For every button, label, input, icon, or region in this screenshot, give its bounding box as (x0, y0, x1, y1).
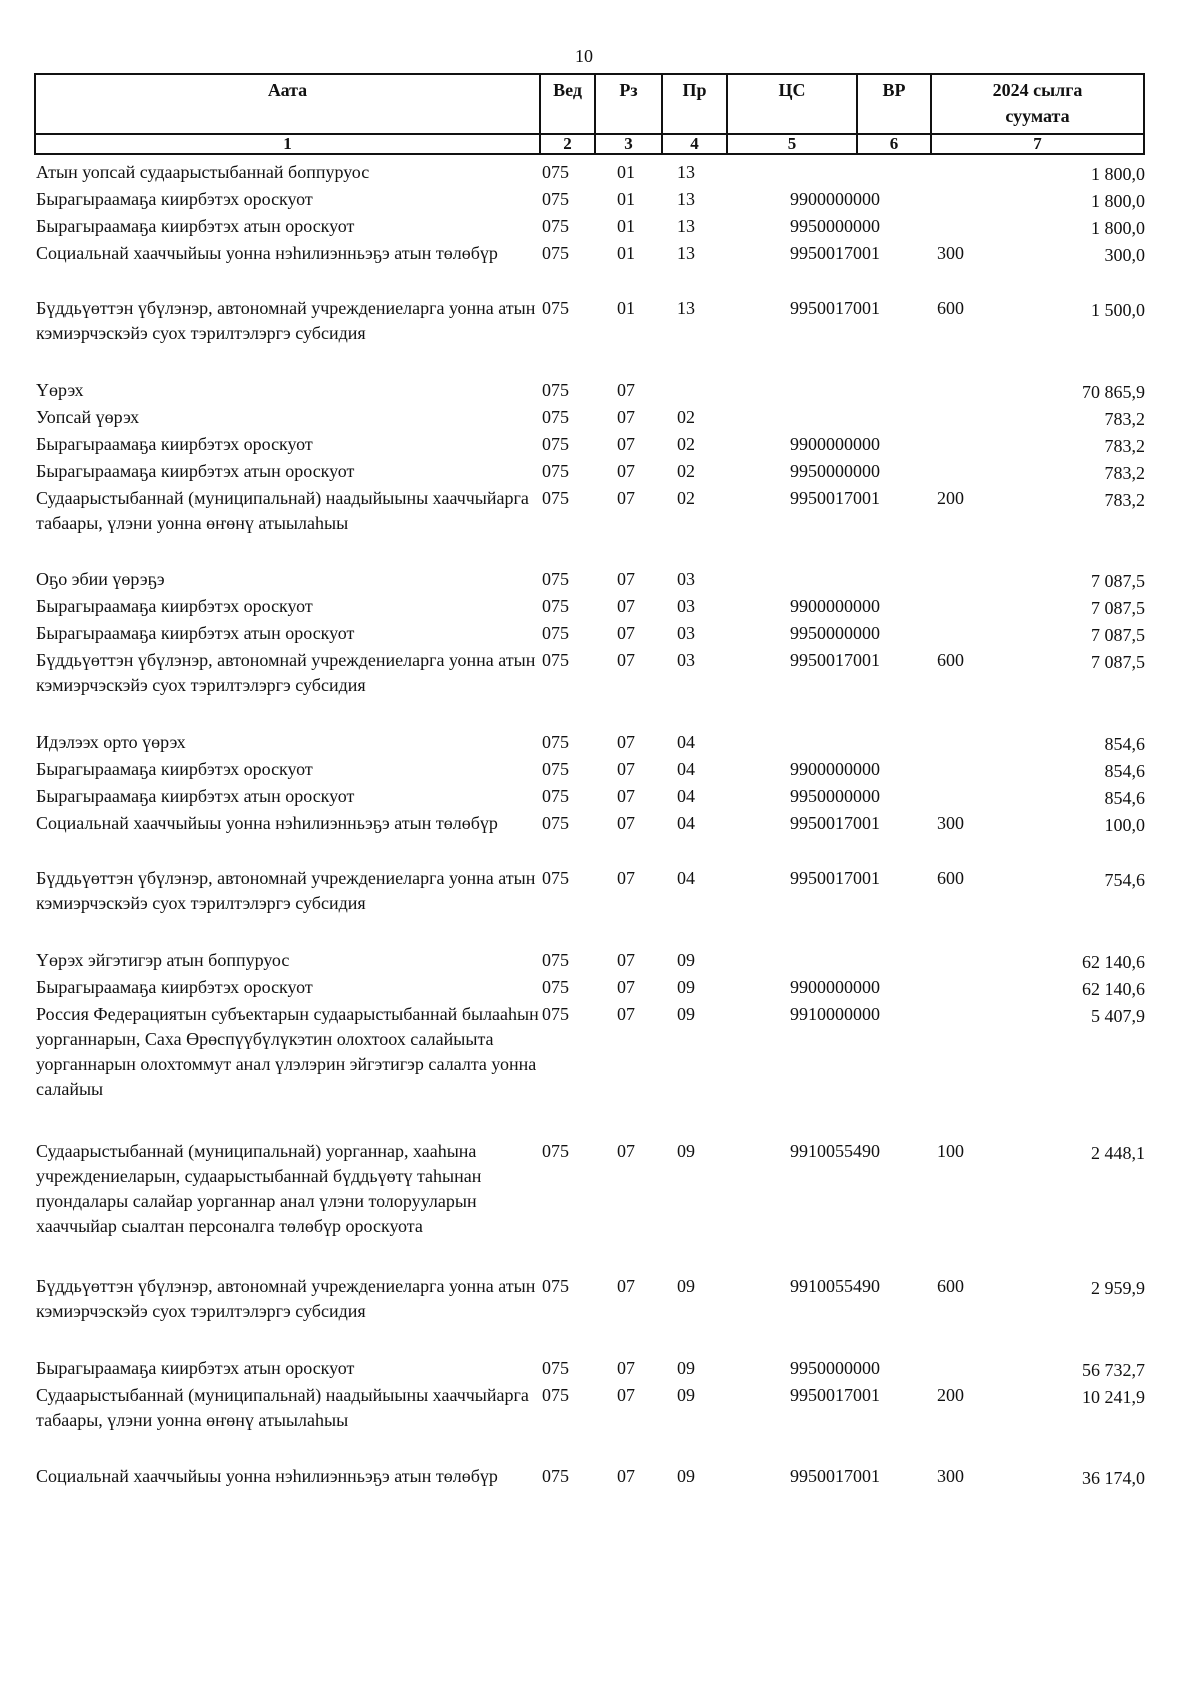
row-ved: 075 (542, 623, 569, 643)
table-header (34, 73, 1145, 155)
table-row (34, 459, 1148, 486)
row-name: Бырагыраамаҕа киирбэтэх ороскуот (36, 434, 313, 454)
row-name: Бырагыраамаҕа киирбэтэх ороскуот (36, 977, 313, 997)
row-ved: 075 (542, 977, 569, 997)
page-number: 10 (575, 46, 593, 66)
row-vr (930, 784, 1010, 811)
row-cs: 9910055490 (790, 1276, 880, 1296)
row-name: Бырагыраамаҕа киирбэтэх ороскуот (36, 759, 313, 779)
row-vr (930, 621, 1010, 648)
row-rz: 01 (617, 298, 635, 318)
row-vr (930, 567, 1010, 594)
row-name: Үөрэх эйгэтигэр атын боппуруос (36, 950, 290, 970)
row-cs: 9950017001 (790, 243, 880, 263)
table-row (34, 1139, 1148, 1239)
row-rz: 07 (617, 732, 635, 752)
table-row (34, 1002, 1148, 1102)
row-sum: 2 959,9 (1091, 1278, 1145, 1298)
row-vr (930, 1356, 1010, 1383)
row-name: Бүддьүөттэн үбүлэнэр, автономнай учреждениеларга уонна атын кэмиэрчэскэйэ суох тэрилтэлэргэ субсидия (36, 1276, 536, 1321)
row-cs: 9900000000 (790, 977, 880, 997)
row-cs: 9950017001 (790, 488, 880, 508)
row-sum: 783,2 (1104, 409, 1145, 429)
row-name: Үөрэх (36, 380, 84, 400)
row-sum: 56 732,7 (1082, 1360, 1145, 1380)
row-cs: 9900000000 (790, 759, 880, 779)
row-cs: 9950000000 (790, 461, 880, 481)
row-ved: 075 (542, 759, 569, 779)
row-name: Уопсай үөрэх (36, 407, 140, 427)
row-rz: 01 (617, 216, 635, 236)
row-pr: 03 (677, 596, 695, 616)
row-vr: 200 (937, 1385, 964, 1405)
header-vr: ВР (857, 74, 931, 134)
row-pr: 09 (677, 1276, 695, 1296)
row-sum: 783,2 (1104, 490, 1145, 510)
row-pr: 09 (677, 1385, 695, 1405)
row-cs: 9900000000 (790, 596, 880, 616)
row-cs: 9950000000 (790, 1358, 880, 1378)
row-vr (930, 378, 1010, 405)
header-rz: Рз (595, 74, 662, 134)
table-row (34, 378, 1148, 405)
row-ved: 075 (542, 868, 569, 888)
row-name: Судаарыстыбаннай (муниципальнай) уорганнар, хааһына учреждениеларын, судаарыстыбаннай бүддьүөтү таһынан пуондалары салайар уорганнар анал үлэни толорууларын хааччыйар сыалтан персоналга төлөбүр ороскуота (36, 1141, 482, 1236)
row-rz: 07 (617, 813, 635, 833)
row-pr: 02 (677, 407, 695, 427)
table-row (34, 1464, 1148, 1491)
row-pr: 04 (677, 759, 695, 779)
row-name: Бырагыраамаҕа киирбэтэх ороскуот (36, 189, 313, 209)
row-sum: 70 865,9 (1082, 382, 1145, 402)
row-sum: 7 087,5 (1091, 571, 1145, 591)
row-pr: 02 (677, 434, 695, 454)
table-row (34, 160, 1148, 187)
row-rz: 07 (617, 569, 635, 589)
row-ved: 075 (542, 569, 569, 589)
row-pr: 09 (677, 1466, 695, 1486)
row-vr (930, 594, 1010, 621)
table-row (34, 1383, 1148, 1433)
row-sum: 2 448,1 (1091, 1143, 1145, 1163)
row-ved: 075 (542, 434, 569, 454)
row-rz: 07 (617, 380, 635, 400)
row-pr: 04 (677, 732, 695, 752)
row-ved: 075 (542, 461, 569, 481)
row-rz: 07 (617, 1385, 635, 1405)
row-vr (930, 948, 1010, 975)
table-row (34, 594, 1148, 621)
header-ved: Вед (540, 74, 595, 134)
row-cs: 9950017001 (790, 298, 880, 318)
table-row (34, 730, 1148, 757)
table-row (34, 187, 1148, 214)
row-pr: 09 (677, 1141, 695, 1161)
column-number: 2 (540, 134, 595, 154)
row-sum: 7 087,5 (1091, 625, 1145, 645)
row-pr: 02 (677, 488, 695, 508)
row-sum: 62 140,6 (1082, 952, 1145, 972)
table-row (34, 621, 1148, 648)
table-row (34, 567, 1148, 594)
table-row (34, 784, 1148, 811)
row-rz: 07 (617, 596, 635, 616)
row-vr (930, 160, 1010, 187)
row-rz: 07 (617, 1276, 635, 1296)
column-number: 4 (662, 134, 727, 154)
row-sum: 7 087,5 (1091, 652, 1145, 672)
row-cs: 9950017001 (790, 1385, 880, 1405)
row-vr: 100 (937, 1141, 964, 1161)
row-pr: 09 (677, 1358, 695, 1378)
row-name: Идэлээх орто үөрэх (36, 732, 186, 752)
row-pr: 04 (677, 868, 695, 888)
row-ved: 075 (542, 243, 569, 263)
row-ved: 075 (542, 216, 569, 236)
row-vr (930, 757, 1010, 784)
row-rz: 07 (617, 950, 635, 970)
row-sum: 100,0 (1104, 815, 1145, 835)
header-name: Аата (35, 74, 540, 134)
row-cs: 9910055490 (790, 1141, 880, 1161)
row-rz: 07 (617, 650, 635, 670)
row-rz: 07 (617, 461, 635, 481)
table-row (34, 296, 1148, 346)
row-cs: 9950000000 (790, 216, 880, 236)
table-row (34, 214, 1148, 241)
row-cs: 9950017001 (790, 650, 880, 670)
row-ved: 075 (542, 1466, 569, 1486)
row-sum: 1 500,0 (1091, 300, 1145, 320)
table-row (34, 241, 1148, 268)
row-sum: 62 140,6 (1082, 979, 1145, 999)
row-rz: 07 (617, 868, 635, 888)
row-cs: 9950017001 (790, 1466, 880, 1486)
row-cs: 9900000000 (790, 434, 880, 454)
table-row (34, 648, 1148, 698)
table-row (34, 1356, 1148, 1383)
row-sum: 783,2 (1104, 436, 1145, 456)
row-rz: 07 (617, 1466, 635, 1486)
row-pr: 03 (677, 569, 695, 589)
row-rz: 07 (617, 434, 635, 454)
column-number: 5 (727, 134, 857, 154)
row-cs: 9950017001 (790, 813, 880, 833)
row-rz: 01 (617, 189, 635, 209)
row-rz: 01 (617, 162, 635, 182)
row-vr: 600 (937, 868, 964, 888)
column-number: 1 (35, 134, 540, 154)
row-name: Социальнай хааччыйыы уонна нэһилиэнньэҕэ атын төлөбүр (36, 813, 498, 833)
row-name: Бырагыраамаҕа киирбэтэх атын ороскуот (36, 461, 355, 481)
row-ved: 075 (542, 380, 569, 400)
column-number: 6 (857, 134, 931, 154)
row-name: Атын уопсай судаарыстыбаннай боппуруос (36, 162, 370, 182)
row-pr: 03 (677, 623, 695, 643)
row-rz: 07 (617, 977, 635, 997)
row-cs: 9910000000 (790, 1004, 880, 1024)
row-vr (930, 1002, 1010, 1102)
row-name: Бырагыраамаҕа киирбэтэх атын ороскуот (36, 216, 355, 236)
row-rz: 07 (617, 407, 635, 427)
row-vr: 600 (937, 1276, 964, 1296)
row-vr: 200 (937, 488, 964, 508)
row-name: Бырагыраамаҕа киирбэтэх атын ороскуот (36, 1358, 355, 1378)
row-vr (930, 459, 1010, 486)
row-rz: 07 (617, 786, 635, 806)
row-pr: 13 (677, 162, 695, 182)
row-ved: 075 (542, 596, 569, 616)
header-sum: 2024 сылга суумата (931, 74, 1144, 134)
row-name: Бырагыраамаҕа киирбэтэх ороскуот (36, 596, 313, 616)
row-name: Бүддьүөттэн үбүлэнэр, автономнай учреждениеларга уонна атын кэмиэрчэскэйэ суох тэрилтэлэргэ субсидия (36, 650, 536, 695)
row-name: Бырагыраамаҕа киирбэтэх атын ороскуот (36, 623, 355, 643)
row-pr: 04 (677, 786, 695, 806)
table-row (34, 1274, 1148, 1324)
row-ved: 075 (542, 813, 569, 833)
table-row (34, 948, 1148, 975)
row-sum: 1 800,0 (1091, 218, 1145, 238)
row-pr: 13 (677, 216, 695, 236)
row-ved: 075 (542, 162, 569, 182)
row-vr: 300 (937, 813, 964, 833)
row-sum: 1 800,0 (1091, 191, 1145, 211)
row-vr (930, 214, 1010, 241)
row-ved: 075 (542, 1385, 569, 1405)
row-sum: 10 241,9 (1082, 1387, 1145, 1407)
row-vr (930, 187, 1010, 214)
row-cs (726, 730, 930, 757)
table-row (34, 975, 1148, 1002)
row-name: Социальнай хааччыйыы уонна нэһилиэнньэҕэ атын төлөбүр (36, 243, 498, 263)
row-cs: 9900000000 (790, 189, 880, 209)
row-pr: 13 (677, 189, 695, 209)
row-name: Судаарыстыбаннай (муниципальнай) наадыйыыны хааччыйарга табаары, үлэни уонна өҥөнү атыылаһыы (36, 488, 529, 533)
table-row (34, 486, 1148, 536)
row-rz: 01 (617, 243, 635, 263)
row-rz: 07 (617, 623, 635, 643)
row-sum: 854,6 (1104, 761, 1145, 781)
table-row (34, 757, 1148, 784)
row-pr: 13 (677, 298, 695, 318)
row-vr (930, 432, 1010, 459)
row-name: Бырагыраамаҕа киирбэтэх атын ороскуот (36, 786, 355, 806)
table-row (34, 432, 1148, 459)
row-ved: 075 (542, 1358, 569, 1378)
row-ved: 075 (542, 1276, 569, 1296)
row-sum: 300,0 (1104, 245, 1145, 265)
row-cs: 9950017001 (790, 868, 880, 888)
row-rz: 07 (617, 488, 635, 508)
row-name: Бүддьүөттэн үбүлэнэр, автономнай учреждениеларга уонна атын кэмиэрчэскэйэ суох тэрилтэлэргэ субсидия (36, 868, 536, 913)
row-name: Судаарыстыбаннай (муниципальнай) наадыйыыны хааччыйарга табаары, үлэни уонна өҥөнү атыылаһыы (36, 1385, 529, 1430)
row-name: Бүддьүөттэн үбүлэнэр, автономнай учреждениеларга уонна атын кэмиэрчэскэйэ суох тэрилтэлэргэ субсидия (36, 298, 536, 343)
row-cs: 9950000000 (790, 786, 880, 806)
row-pr: 09 (677, 950, 695, 970)
row-cs (726, 405, 930, 432)
row-sum: 783,2 (1104, 463, 1145, 483)
row-cs (726, 378, 930, 405)
row-cs (726, 948, 930, 975)
column-number: 7 (931, 134, 1144, 154)
row-cs (726, 567, 930, 594)
row-cs: 9950000000 (790, 623, 880, 643)
row-vr (930, 405, 1010, 432)
row-ved: 075 (542, 407, 569, 427)
row-rz: 07 (617, 1358, 635, 1378)
header-cs: ЦС (727, 74, 857, 134)
row-pr: 09 (677, 977, 695, 997)
row-name: Социальнай хааччыйыы уонна нэһилиэнньэҕэ атын төлөбүр (36, 1466, 498, 1486)
row-ved: 075 (542, 732, 569, 752)
row-vr: 600 (937, 298, 964, 318)
row-pr: 03 (677, 650, 695, 670)
row-sum: 1 800,0 (1091, 164, 1145, 184)
row-ved: 075 (542, 488, 569, 508)
row-vr (930, 730, 1010, 757)
row-name: Россия Федерациятын субъектарын судаарыстыбаннай былааһын уорганнарын, Саха Өрөспүүбүлүкэтин олохтоох салайыыта уорганнарын олохтоммут анал үлэлэрин эйгэтигэр салалта уонна салайыы (36, 1004, 539, 1099)
row-sum: 5 407,9 (1091, 1006, 1145, 1026)
table-row (34, 405, 1148, 432)
row-pr: 09 (677, 1004, 695, 1024)
row-ved: 075 (542, 950, 569, 970)
row-sum: 854,6 (1104, 788, 1145, 808)
header-pr: Пр (662, 74, 727, 134)
row-ved: 075 (542, 650, 569, 670)
row-sum: 36 174,0 (1082, 1468, 1145, 1488)
row-pr: 13 (677, 243, 695, 263)
row-vr: 300 (937, 243, 964, 263)
row-sum: 854,6 (1104, 734, 1145, 754)
row-ved: 075 (542, 786, 569, 806)
row-ved: 075 (542, 1004, 569, 1024)
row-rz: 07 (617, 1141, 635, 1161)
table-row (34, 866, 1148, 916)
row-sum: 754,6 (1104, 870, 1145, 890)
row-ved: 075 (542, 189, 569, 209)
row-vr: 300 (937, 1466, 964, 1486)
row-cs (726, 160, 930, 187)
column-number: 3 (595, 134, 662, 154)
row-ved: 075 (542, 298, 569, 318)
row-vr (930, 975, 1010, 1002)
row-rz: 07 (617, 759, 635, 779)
row-pr: 04 (677, 813, 695, 833)
row-pr (661, 378, 726, 405)
table-row (34, 811, 1148, 838)
row-vr: 600 (937, 650, 964, 670)
row-sum: 7 087,5 (1091, 598, 1145, 618)
row-ved: 075 (542, 1141, 569, 1161)
row-name: Оҕо эбии үөрэҕэ (36, 569, 165, 589)
row-pr: 02 (677, 461, 695, 481)
row-rz: 07 (617, 1004, 635, 1024)
